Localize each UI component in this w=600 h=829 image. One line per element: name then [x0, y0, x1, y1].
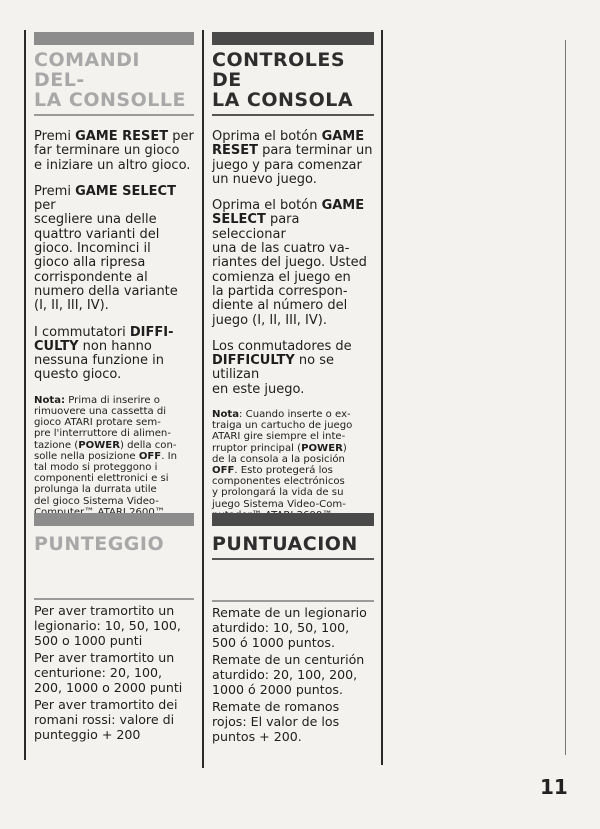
- score-underline: [34, 598, 194, 600]
- score-item: Remate de un centurión aturdido: 20, 100, 200, 1000 ó 2000 puntos.: [212, 652, 365, 697]
- title-line: LA CONSOLLE: [34, 89, 186, 111]
- power-note: Nota: Cuando inserte o ex- traiga un cartucho de juego ATARI gire siempre el inte- rruptor principal (POWER) de la consola a la posición OFF. Esto protegerá los componentes electrónicos y prolongará la vida de su juego Sistema Video-Com-: [212, 409, 353, 510]
- column-rule-left: [24, 30, 26, 760]
- console-section-title: [34, 50, 194, 110]
- column-rule-middle: [202, 30, 204, 768]
- title-line: CONTROLES DE: [212, 49, 346, 91]
- spanish-column: [212, 32, 374, 521]
- game-reset-paragraph: Premi GAME RESET per far terminare un gioco e iniziare un altro gioco.: [34, 129, 194, 173]
- difficulty-paragraph: Los conmutadores de DIFFICULTY no se utilizan en este juego.: [212, 338, 352, 397]
- score-item: Remate de romanos rojos: El valor de los puntos + 200.: [212, 699, 340, 744]
- score-title-bar: [34, 513, 194, 526]
- title-line: COMANDI DEL-: [34, 49, 140, 91]
- score-section-title: PUNTUACION: [212, 533, 358, 555]
- score-item: Per aver tramortito un centurione: 20, 100, 200, 1000 o 2000 punti: [34, 650, 183, 695]
- score-underline: [212, 600, 374, 602]
- score-item: Per aver tramortito dei romani rossi: valore di punteggio + 200: [34, 697, 178, 742]
- title-line: LA CONSOLA: [212, 89, 354, 111]
- game-select-paragraph: Oprima el botón GAME SELECT para seleccionar una de las cuatro va- riantes del juego. Usted comienza el juego en la partida correspon- diente al número del juego (I, II, III, IV).: [212, 198, 367, 328]
- score-section-title: PUNTEGGIO: [34, 533, 165, 555]
- score-title-bar: [212, 513, 374, 526]
- difficulty-paragraph: I commutatori DIFFI- CULTY non hanno nessuna funzione in questo gioco.: [34, 324, 174, 383]
- game-select-paragraph: Premi GAME SELECT per scegliere una delle quattro varianti del gioco. Incominci il gioco alla ripresa corrispondente al numero della variante (I, II, III, IV).: [34, 183, 178, 314]
- score-item: Per aver tramortito un legionario: 10, 50, 100, 500 o 1000 punti: [34, 603, 181, 648]
- column-rule-right: [381, 30, 383, 765]
- title-underline: [34, 114, 194, 116]
- italian-column: [34, 32, 194, 518]
- console-section-title: [212, 50, 374, 110]
- power-note: Nota: Prima di inserire o rimuovere una cassetta di gioco ATARI protare sem- pre l'interruttore di alimen- tazione (POWER) della con- solle nella posizione OFF. In tal modo si proteggono i componenti elettronici e si prolunga la durrata utile del gioco Sistema Video-: [34, 394, 177, 507]
- italian-score-section: [34, 513, 194, 742]
- page-number: 11: [540, 775, 568, 799]
- score-item: Remate de un legionario aturdido: 10, 50, 100, 500 ó 1000 puntos.: [212, 605, 367, 650]
- game-reset-paragraph: Oprima el botón GAME RESET para terminar un juego y para comenzar un nuevo juego.: [212, 129, 373, 187]
- title-underline: [212, 114, 374, 116]
- column-rule-far-right: [565, 40, 566, 755]
- console-title-bar: [34, 32, 194, 45]
- console-title-bar: [212, 32, 374, 45]
- spanish-score-section: [212, 513, 374, 744]
